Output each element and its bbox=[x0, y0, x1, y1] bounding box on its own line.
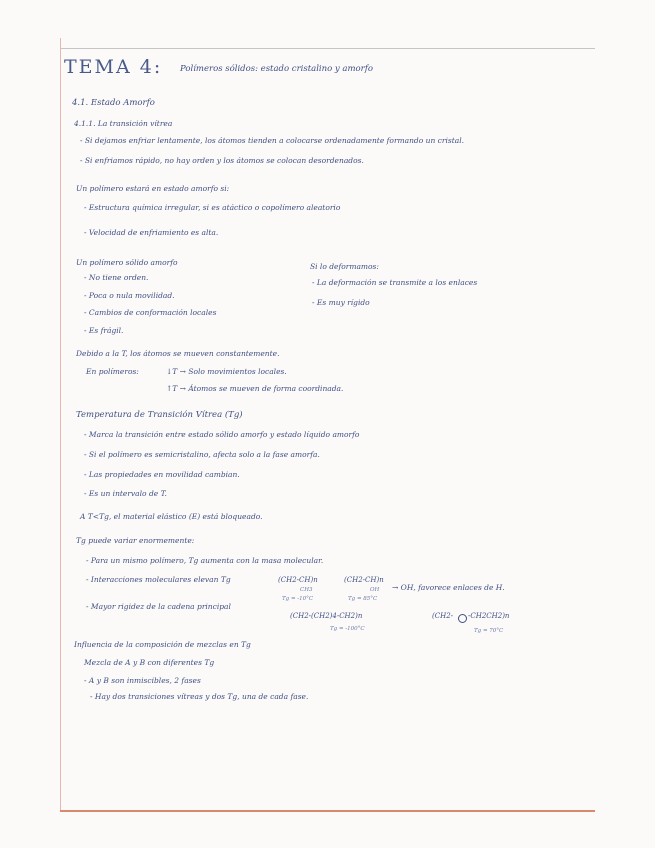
note-line: A T<Tg, el material elástico (E) está bloqueado. bbox=[80, 512, 263, 521]
note-line: - Mayor rigidez de la cadena principal bbox=[86, 602, 231, 611]
note-line: - Las propiedades en movilidad cambian. bbox=[84, 470, 240, 479]
formula-note: → OH, favorece enlaces de H. bbox=[392, 583, 505, 592]
note-line: Debido a la T, los átomos se mueven constantemente. bbox=[76, 349, 280, 358]
formula: -CH2CH2)n bbox=[468, 612, 510, 620]
note-line: - Hay dos transiciones vítreas y dos Tg, una de cada fase. bbox=[90, 692, 309, 701]
note-line: - Para un mismo polímero, Tg aumenta con la masa molecular. bbox=[86, 556, 324, 565]
note-line: - Poca o nula movilidad. bbox=[84, 291, 175, 300]
note-line: Un polímero sólido amorfo bbox=[76, 258, 178, 267]
subsection-heading: 4.1.1. La transición vítrea bbox=[74, 119, 173, 128]
bottom-line bbox=[60, 810, 595, 812]
section-heading: Influencia de la composición de mezclas en Tg bbox=[74, 640, 251, 649]
note-line: Tg puede variar enormemente: bbox=[76, 536, 195, 545]
formula-tg: Tg = 85°C bbox=[348, 596, 378, 602]
note-line: - Cambios de conformación locales bbox=[84, 308, 217, 317]
note-line: - Es frágil. bbox=[84, 326, 124, 335]
margin-line bbox=[60, 38, 61, 810]
note-line: - Velocidad de enfriamiento es alta. bbox=[84, 228, 219, 237]
note-line: - Si dejamos enfriar lentamente, los átomos tienden a colocarse ordenadamente formando un cristal. bbox=[80, 136, 464, 145]
formula-tg: Tg = -10°C bbox=[282, 596, 314, 602]
formula: (CH2- bbox=[432, 612, 454, 620]
formula: (CH2-CH)n bbox=[278, 576, 318, 584]
formula-substituent: CH3 bbox=[300, 587, 313, 593]
formula-tg: Tg = 70°C bbox=[474, 628, 504, 634]
note-line: - Si enfriamos rápido, no hay orden y los átomos se colocan desordenados. bbox=[80, 156, 364, 165]
page-title: TEMA 4: bbox=[64, 56, 163, 78]
formula: (CH2-(CH2)4-CH2)n bbox=[290, 612, 363, 620]
note-line: - A y B son inmiscibles, 2 fases bbox=[84, 676, 201, 685]
benzene-ring-icon bbox=[458, 614, 467, 623]
note-line: ↓T → Solo movimientos locales. bbox=[166, 367, 287, 376]
note-line: Un polímero estará en estado amorfo si: bbox=[76, 184, 230, 193]
header-line bbox=[60, 48, 595, 49]
formula: (CH2-CH)n bbox=[344, 576, 384, 584]
note-line: En polímeros: bbox=[86, 367, 139, 376]
note-line: Mezcla de A y B con diferentes Tg bbox=[84, 658, 215, 667]
note-line: - Es muy rígido bbox=[312, 298, 370, 307]
section-heading: Temperatura de Transición Vítrea (Tg) bbox=[76, 410, 243, 420]
note-line: - Si el polímero es semicristalino, afecta solo a la fase amorfa. bbox=[84, 450, 320, 459]
formula-tg: Tg = -100°C bbox=[330, 626, 365, 632]
note-line: - Estructura química irregular, si es atáctico o copolímero aleatorio bbox=[84, 203, 341, 212]
note-line: - Es un intervalo de T. bbox=[84, 489, 167, 498]
note-line: - Marca la transición entre estado sólido amorfo y estado líquido amorfo bbox=[84, 430, 360, 439]
note-line: - La deformación se transmite a los enlaces bbox=[312, 278, 478, 287]
note-line: Si lo deformamos: bbox=[310, 262, 379, 271]
section-heading: 4.1. Estado Amorfo bbox=[72, 98, 155, 108]
note-line: - No tiene orden. bbox=[84, 273, 149, 282]
note-line: - Interacciones moleculares elevan Tg bbox=[86, 575, 231, 584]
page-subtitle: Polímeros sólidos: estado cristalino y amorfo bbox=[180, 64, 373, 74]
note-line: ↑T → Átomos se mueven de forma coordinada. bbox=[166, 384, 344, 393]
formula-substituent: OH bbox=[370, 587, 380, 593]
